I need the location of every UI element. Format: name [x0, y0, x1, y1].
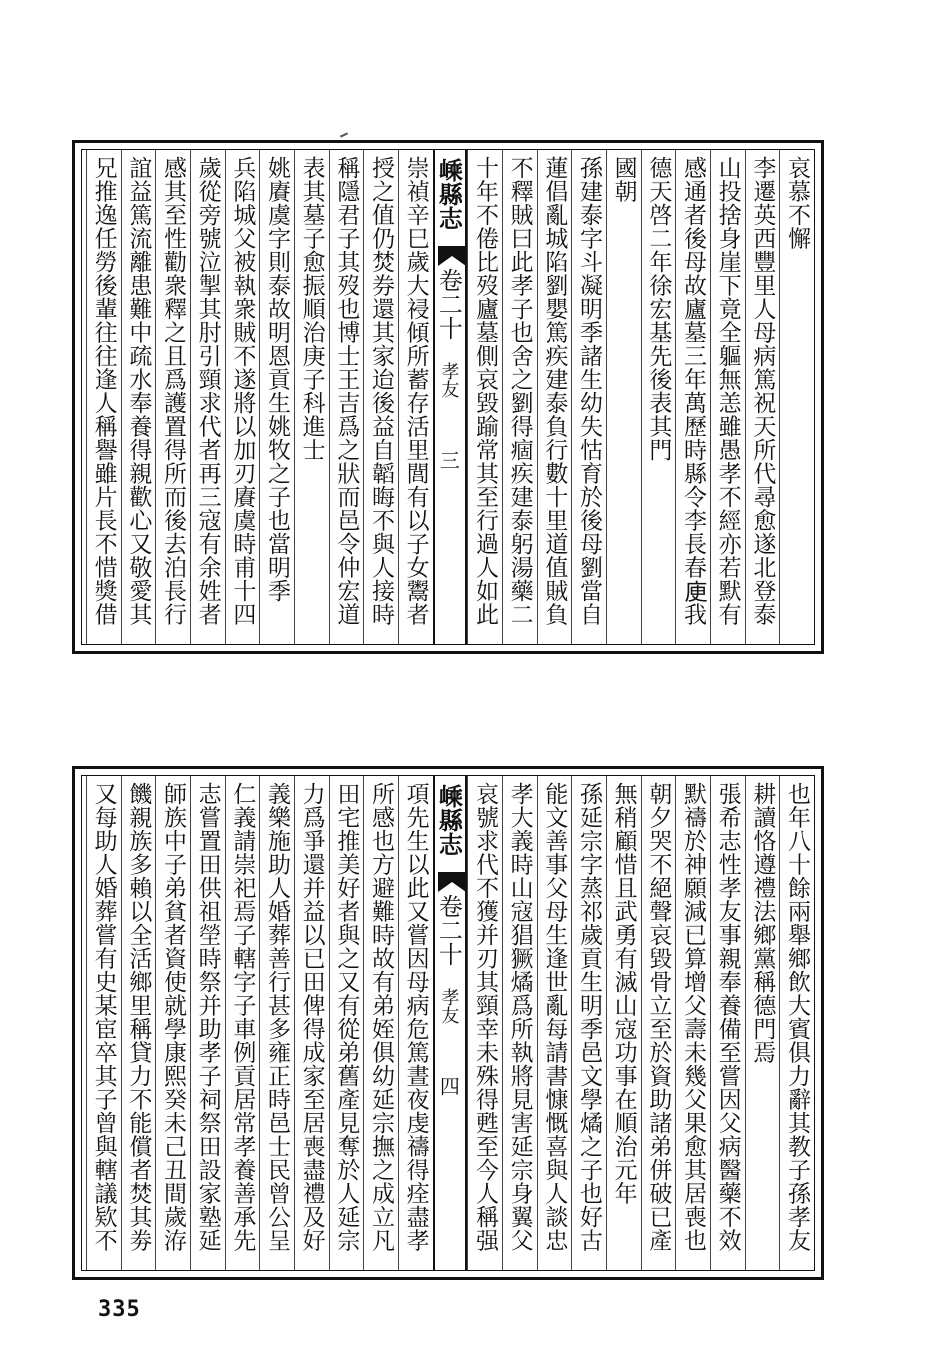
text-column	[710, 776, 745, 1270]
column-text: 志嘗置田供祖塋時祭并助孝子祠祭田設家塾延	[194, 782, 221, 1252]
column-text: 李遷英西豐里人母病篤祝天所代尋愈遂北登泰	[749, 156, 776, 626]
text-column	[121, 776, 156, 1270]
text-column	[259, 150, 294, 644]
text-column	[121, 150, 156, 644]
text-column	[398, 776, 433, 1270]
text-column	[467, 776, 502, 1270]
leaf-number: 三	[436, 450, 461, 470]
top-page-text-block	[81, 149, 815, 645]
page-number: 335	[98, 1297, 141, 1322]
column-text: 能文善事父母生逢世亂每請書慷慨喜與人談忠	[541, 782, 568, 1252]
column-text: 也年八十餘兩舉鄉飲大賓俱力辭其教子孫孝友	[784, 782, 810, 1252]
bottom-page-text-block	[81, 775, 815, 1271]
column-text: 不釋賊曰此孝子也舍之劉得痼疾建泰躬湯藥二	[506, 156, 533, 626]
text-column	[571, 150, 606, 644]
text-column	[571, 776, 606, 1270]
text-column	[155, 776, 190, 1270]
text-column	[398, 150, 433, 644]
text-column	[294, 150, 329, 644]
column-text: 朝夕哭不絕聲哀毀骨立至於資助諸弟併破已產	[645, 782, 672, 1252]
scan-mark	[340, 132, 348, 137]
column-text: 義樂施助人婚葬善行甚多雍正時邑士民曾公呈	[264, 782, 290, 1252]
column-text: 哀慕不懈	[784, 156, 810, 250]
column-text: 稱隱君子其歿也博士王吉爲之狀而邑令仲宏道	[333, 156, 360, 626]
text-column	[710, 150, 745, 644]
column-text: 國朝	[610, 156, 637, 203]
column-text: 所感也方避難時故有弟姪俱幼延宗撫之成立凡	[368, 782, 394, 1252]
column-text: 授之值仍焚券還其家迨後益自韜晦不與人接時	[368, 156, 394, 626]
text-column	[155, 150, 190, 644]
volume-label: 卷二十	[434, 268, 463, 340]
text-column	[86, 150, 121, 644]
column-text: 無稍顧惜且武勇有滅山寇功事在順治元年	[610, 782, 637, 1205]
fish-tail-mark-icon	[438, 872, 466, 892]
column-text: 德天啓二年徐宏基先後表其門	[645, 156, 672, 462]
book-title: 嵊縣志	[434, 158, 464, 230]
column-text: 兵陷城父被執衆賊不遂將以加刃賡虞時甫十四	[229, 156, 256, 626]
text-column	[259, 776, 294, 1270]
column-text: 孫建泰字斗凝明季諸生幼失怙育於後母劉當自	[576, 156, 602, 626]
text-column	[190, 150, 225, 644]
column-text: 感通者後母故廬墓三年萬歷時縣令李長春𢈔我	[680, 156, 706, 626]
section-label: 孝友	[438, 362, 460, 398]
column-text: 崇禎辛巳歲大祲傾所蓄存活里閭有以子女鬻者	[402, 156, 429, 626]
column-text: 感其至性勸衆釋之且爲護置得所而後去泊長行	[160, 156, 186, 626]
text-column	[225, 776, 260, 1270]
column-text: 仁義請崇祀焉子轄字子車例貢居常孝養善承先	[229, 782, 256, 1252]
column-text: 力爲爭還并益以已田俾得成家至居喪盡禮及好	[298, 782, 325, 1252]
text-column	[675, 150, 710, 644]
text-column	[86, 776, 121, 1270]
column-text: 蓮倡亂城陷劉嬰篤疾建泰負行數十里道值賊負	[541, 156, 568, 626]
text-column	[606, 150, 641, 644]
text-column	[779, 776, 814, 1270]
text-column	[779, 150, 814, 644]
column-text: 歲從旁號泣掣其肘引頸求代者再三寇有余姓者	[194, 156, 221, 626]
volume-label: 卷二十	[434, 894, 463, 966]
text-column	[745, 776, 780, 1270]
center-fold-column	[433, 776, 468, 1270]
column-text: 孝大義時山寇猖獗燏爲所執將見害延宗身翼父	[506, 782, 533, 1252]
text-column	[294, 776, 329, 1270]
column-text: 張希志性孝友事親奉養備至嘗因父病醫藥不效	[714, 782, 741, 1252]
column-text: 表其墓子愈振順治庚子科進士	[298, 156, 325, 462]
top-page-frame	[72, 140, 824, 654]
text-column	[467, 150, 502, 644]
column-text: 誼益篤流離患難中疏水奉養得親歡心又敬愛其	[125, 156, 152, 626]
column-text: 姚賡虞字則泰故明恩貢生姚牧之子也當明季	[264, 156, 290, 603]
column-text: 山投捨身崖下竟全軀無恙雖愚孝不經亦若默有	[714, 156, 741, 626]
section-label: 孝友	[438, 988, 460, 1024]
column-text: 師族中子弟貧者資使就學康熙癸未己丑間歲洊	[160, 782, 186, 1252]
text-column	[329, 776, 364, 1270]
column-text: 哀號求代不獲并刃其頸幸未殊得甦至今人稱强	[472, 782, 498, 1252]
text-column	[641, 776, 676, 1270]
bottom-page-frame	[72, 766, 824, 1280]
column-text: 項先生以此又嘗因母病危篤晝夜虔禱得痊盡孝	[402, 782, 429, 1252]
column-text: 孫延宗字蒸祁歲貢生明季邑文學燏之子也好古	[576, 782, 602, 1252]
leaf-number: 四	[436, 1076, 461, 1096]
text-column	[190, 776, 225, 1270]
text-column	[502, 150, 537, 644]
text-column	[537, 150, 572, 644]
book-title: 嵊縣志	[434, 784, 464, 856]
text-column	[502, 776, 537, 1270]
text-column	[606, 776, 641, 1270]
text-column	[641, 150, 676, 644]
text-column	[329, 150, 364, 644]
column-text: 田宅推美好者與之又有從弟舊產見奪於人延宗	[333, 782, 360, 1252]
text-column	[745, 150, 780, 644]
text-column	[675, 776, 710, 1270]
column-text: 耕讀恪遵禮法鄉黨稱德門焉	[749, 782, 776, 1064]
text-column	[363, 776, 398, 1270]
column-text: 饑親族多賴以全活鄉里稱貸力不能償者焚其劵	[125, 782, 152, 1252]
fish-tail-mark-icon	[438, 246, 466, 266]
center-fold-column	[433, 150, 468, 644]
column-text: 兄推逸任勞後輩往往逢人稱譽雖片長不惜獎借	[90, 156, 117, 626]
column-text: 又每助人婚葬嘗有史某宦卒其子曾與轄議欵不	[90, 782, 117, 1252]
text-column	[225, 150, 260, 644]
column-text: 默禱於神願減已算增父壽未幾父果愈其居喪也	[680, 782, 706, 1252]
column-text: 十年不倦比歿廬墓側哀毀踰常其至行過人如此	[472, 156, 498, 626]
text-column	[537, 776, 572, 1270]
text-column	[363, 150, 398, 644]
